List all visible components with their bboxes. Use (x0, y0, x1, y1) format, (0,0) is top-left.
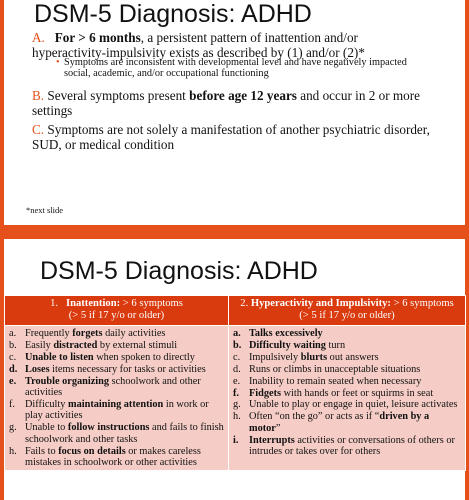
footnote: *next slide (26, 205, 64, 215)
item-text-pre: Difficulty (25, 398, 68, 410)
criterion-a-letter: A. (32, 30, 45, 45)
item-text-post: daily activities (102, 328, 166, 339)
item-text (249, 340, 463, 351)
slide-1-title: DSM-5 Diagnosis: ADHD (34, 0, 312, 28)
item-letter: h. (9, 445, 17, 457)
item-text-pre: Unable to play or engage in quiet, leisure activates (249, 399, 458, 411)
hyperactivity-header-line2: (> 5 if 17 y/o or older) (299, 310, 395, 321)
item-text (25, 340, 226, 351)
item-text-bold: follow instructions (67, 422, 150, 434)
criterion-b-letter: B. (32, 88, 45, 103)
item-text-pre: Fails to (25, 445, 59, 457)
item-text (249, 376, 463, 387)
item-letter: f. (9, 398, 16, 410)
item-letter: c. (233, 351, 241, 363)
hyperactivity-header (229, 296, 466, 326)
item-text-bold: Unable to listen (25, 351, 94, 363)
item-letter: i. (233, 434, 239, 446)
item-text (25, 446, 226, 469)
item-text-post: turn (325, 339, 346, 351)
item-text-bold: Fidgets (249, 387, 282, 399)
list-item (9, 364, 226, 375)
list-item (9, 422, 226, 445)
item-text-bold: driven by a motor (249, 411, 430, 434)
item-text-bold: maintaining attention (68, 398, 164, 410)
item-text-pre: Often “on the go” or acts as if “ (249, 411, 380, 423)
list-item (233, 435, 463, 458)
list-item (9, 446, 226, 469)
list-item (233, 376, 463, 387)
item-letter: c. (9, 351, 17, 363)
list-item (9, 352, 226, 363)
item-text (249, 364, 463, 375)
item-text (249, 352, 463, 363)
list-item (233, 352, 463, 363)
inattention-header-bold: Inattention: (65, 298, 121, 309)
list-item (233, 399, 463, 410)
item-text (249, 411, 463, 434)
inattention-header (5, 296, 229, 326)
criterion-b-pre: Several symptoms present (44, 88, 190, 103)
item-letter: f. (233, 387, 240, 399)
item-text-post: by external stimuli (97, 339, 178, 351)
item-text-bold: Interrupts (249, 434, 295, 446)
hyperactivity-header-count: > 6 symptoms (390, 298, 454, 309)
item-text-post: activities or conversations of others or intrudes or takes over for others (249, 434, 455, 458)
item-text-post: schoolwork and other activities (25, 375, 201, 399)
item-letter: a. (233, 328, 241, 339)
criterion-a-text: , a persistent pattern of inattention and/or hyperactivity-impulsivity exists as described by (1) and/or (2)* (32, 30, 365, 60)
slide-2-title: DSM-5 Diagnosis: ADHD (40, 257, 318, 285)
item-text-pre: Frequently (25, 328, 73, 339)
criterion-b (32, 88, 432, 118)
slide-2 (0, 239, 469, 500)
item-text-bold: Loses (25, 363, 50, 375)
item-text (25, 399, 226, 422)
item-text-post: out answers (327, 351, 379, 363)
item-text-pre: Easily (25, 339, 54, 351)
list-item (9, 328, 226, 339)
hyperactivity-header-number: 2. (240, 298, 251, 309)
item-letter: d. (9, 363, 18, 375)
list-item (233, 364, 463, 375)
item-text-post: when spoken to directly (93, 351, 195, 363)
list-item (233, 411, 463, 434)
inattention-list (5, 326, 229, 471)
item-text (249, 388, 463, 399)
item-text (25, 376, 226, 399)
item-text-bold: focus on details (58, 445, 126, 457)
inattention-header-line2: (> 5 if 17 y/o or older) (68, 310, 165, 321)
item-text-post: ” (275, 422, 281, 434)
hyperactivity-list (229, 326, 466, 471)
symptoms-table (4, 295, 466, 471)
item-text-post: with hands or feet or squirms in seat (281, 387, 434, 399)
slide-divider (0, 229, 469, 239)
item-text-post: in work or play activities (25, 398, 209, 422)
criterion-a (32, 30, 432, 60)
criterion-b-post: and occur in 2 or more settings (32, 88, 420, 118)
list-item (233, 340, 463, 351)
list-item (9, 340, 226, 351)
inattention-header-number: 1. (50, 298, 66, 309)
list-item (9, 399, 226, 422)
item-text (249, 399, 463, 410)
list-item (233, 328, 463, 339)
item-letter: g. (233, 399, 241, 411)
item-letter: e. (9, 375, 17, 387)
item-text (25, 352, 226, 363)
item-text (25, 328, 226, 339)
item-text-post: or makes careless mistakes in schoolwork or other activities (25, 445, 201, 468)
bullet-icon: • (56, 57, 60, 68)
item-text-bold: Difficulty waiting (249, 339, 326, 351)
item-text (249, 328, 463, 339)
item-text-pre: Inability to remain seated when necessary (249, 375, 422, 387)
item-text-bold: Talks excessively (249, 328, 323, 339)
item-text-post: items necessary for tasks or activities (49, 363, 206, 375)
list-item (233, 388, 463, 399)
item-text (25, 422, 226, 445)
criterion-a-bullet-text: Symptoms are inconsistent with developmental level and have negatively impacted social, academic, and/or occupational functioning (64, 57, 407, 79)
item-text-post: and fails to finish schoolwork and other tasks (25, 422, 224, 445)
item-text-bold: distracted (53, 339, 98, 351)
item-text (249, 435, 463, 458)
item-text-bold: blurts (300, 351, 328, 363)
item-letter: e. (233, 375, 241, 387)
item-text-pre: Unable to (25, 422, 68, 434)
item-text-bold: Trouble organizing (25, 375, 110, 387)
criterion-c-text: Symptoms are not solely a manifestation of another psychiatric disorder, SUD, or medical condition (32, 122, 430, 152)
item-text-pre: Impulsively (249, 351, 301, 363)
criterion-b-bold: before age 12 years (189, 88, 297, 103)
item-text-bold: forgets (72, 328, 103, 339)
item-text-pre: Runs or climbs in unacceptable situations (249, 363, 421, 375)
item-letter: h. (233, 411, 241, 423)
hyperactivity-header-bold: Hyperactivity and Impulsivity: (250, 298, 391, 309)
item-letter: b. (233, 339, 242, 351)
criterion-a-bold: For > 6 months (54, 30, 141, 45)
criterion-a-bullet (56, 57, 424, 79)
item-text (25, 364, 226, 375)
item-letter: d. (233, 363, 241, 375)
list-item (9, 376, 226, 399)
item-letter: b. (9, 339, 17, 351)
criterion-c (32, 122, 432, 152)
inattention-header-count: > 6 symptoms (120, 298, 183, 309)
slide-1 (0, 0, 469, 229)
criterion-c-letter: C. (32, 122, 45, 137)
item-letter: g. (9, 422, 17, 434)
item-letter: a. (9, 328, 17, 339)
